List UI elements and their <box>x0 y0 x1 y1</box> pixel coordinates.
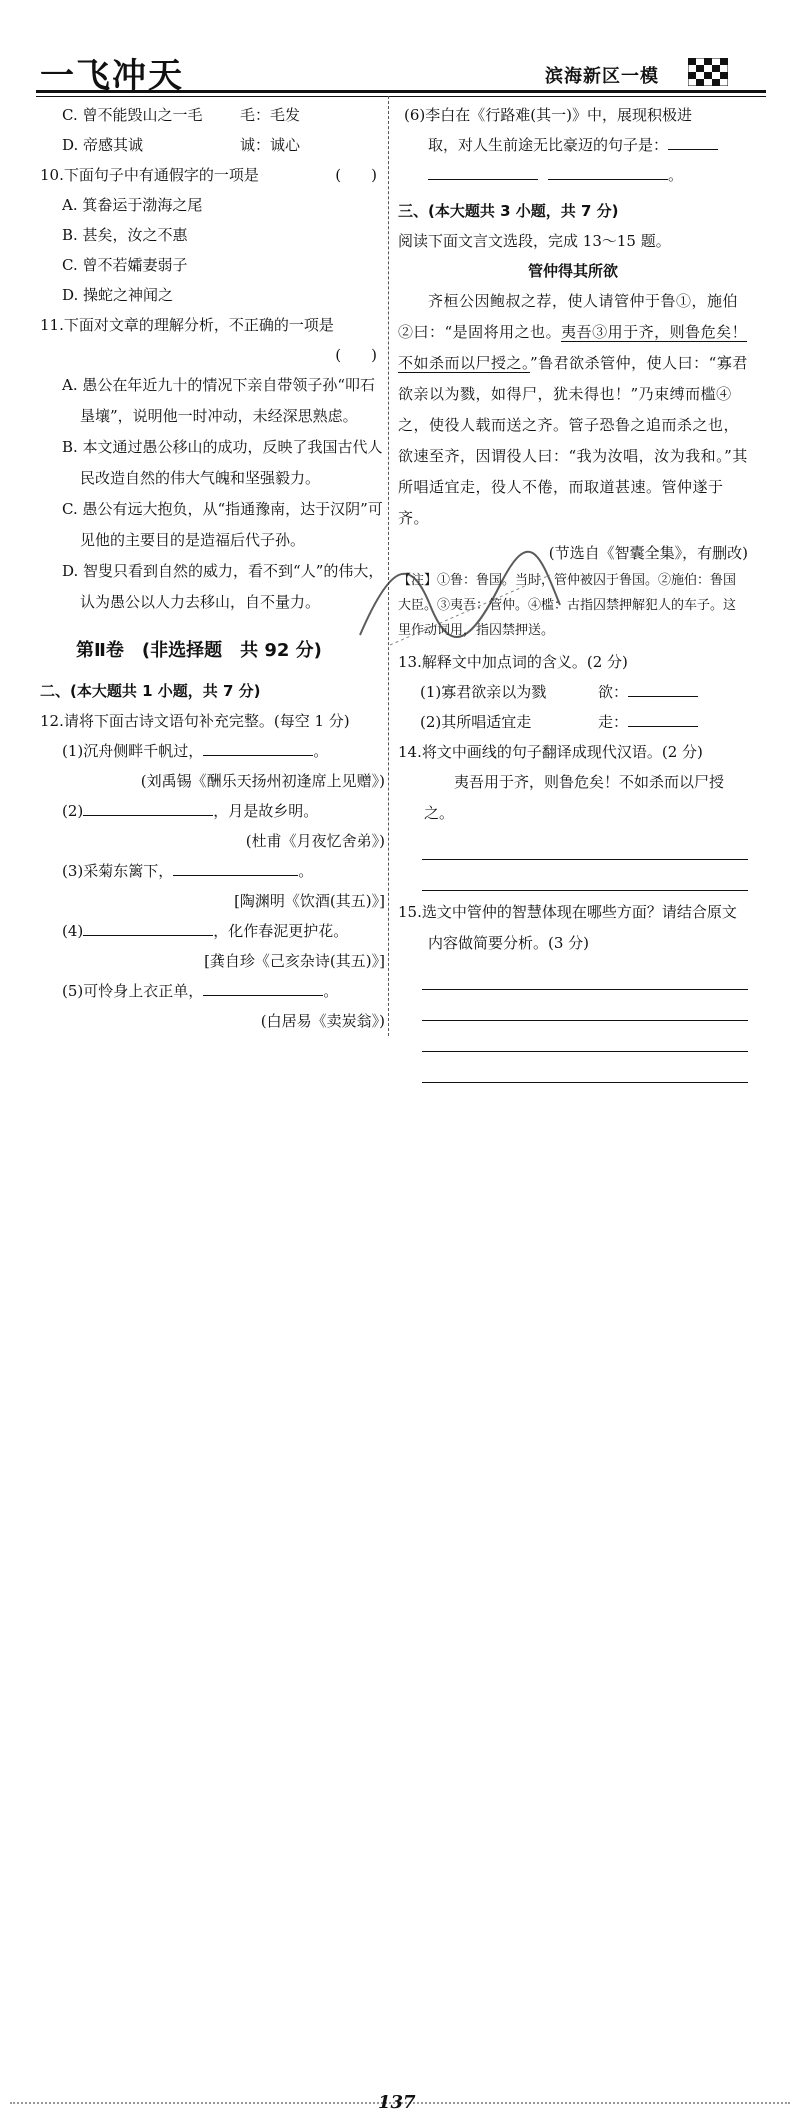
item-end: 。 <box>323 982 339 1000</box>
reading-intro: 阅读下面文言文选段，完成 13～15 题。 <box>398 232 671 250</box>
passage-text: ”鲁君欲杀管仲，使人曰：“寡君欲亲以为戮，如得尸，犹未得也！”乃束缚而槛④之，使役人载而送之齐。管子恐鲁之追而杀之也，欲速至齐，因谓役人曰：“我为汝唱，汝为我和。”其所唱适宜走，役人不倦，而取道甚速。管仲遂于齐。 <box>398 354 748 527</box>
q12-item-6-line2 <box>398 160 748 190</box>
option-text: C. 曾不能毁山之一毛 <box>62 106 203 124</box>
item-text: 取，对人生前途无比豪迈的句子是： <box>428 136 669 154</box>
footnote: 【注】①鲁：鲁国。当时，管仲被囚于鲁国。②施伯：鲁国大臣。③夷吾：管仲。④槛：古指囚禁押解犯人的车子。这里作动词用，指囚禁押送。 <box>398 573 737 638</box>
q12-item-5 <box>40 976 385 1006</box>
q10-option-a: A. 箕畚运于渤海之尾 <box>62 196 203 214</box>
q10-option-b: B. 甚矣，汝之不惠 <box>62 226 188 244</box>
q12-item-1 <box>40 736 385 766</box>
fill-blank[interactable] <box>628 712 698 727</box>
item-end: 。 <box>298 862 314 880</box>
item-text: (2)其所唱适宜走 <box>420 713 532 731</box>
q12-source-3: [陶渊明《饮酒(其五)》] <box>234 892 385 910</box>
q12-item-3 <box>40 856 385 886</box>
q11-option-c: C. 愚公有远大抱负，从“指通豫南，达于汉阴”可见他的主要目的是造福后代子孙。 <box>62 500 383 549</box>
fill-blank[interactable] <box>203 741 313 756</box>
q12-item-6-cont <box>398 130 748 160</box>
question-12: 12.请将下面古诗文语句补充完整。(每空 1 分) <box>40 712 350 730</box>
answer-line[interactable] <box>422 959 748 990</box>
left-column <box>40 100 385 1036</box>
q11-bracket-row <box>40 340 385 370</box>
gloss-text: 诚：诚心 <box>240 136 301 154</box>
section-3-heading: 三、(本大题共 3 小题，共 7 分) <box>398 202 619 220</box>
item-end: 。 <box>668 166 684 184</box>
fill-blank[interactable] <box>428 165 538 180</box>
header-rule <box>36 90 766 93</box>
question-14: 14.将文中画线的句子翻译成现代汉语。(2 分) <box>398 743 703 761</box>
answer-line[interactable] <box>422 990 748 1021</box>
q10-option-d: D. 操蛇之神闻之 <box>62 286 174 304</box>
q12-source-1: (刘禹锡《酬乐天扬州初逢席上见赠》) <box>140 772 385 790</box>
q12-source-2: (杜甫《月夜忆舍弟》) <box>245 832 385 850</box>
page-footer <box>0 1040 800 2113</box>
word-label: 走： <box>598 713 629 731</box>
fill-blank[interactable] <box>83 921 213 936</box>
passage-source: (节选自《智囊全集》，有删改) <box>548 544 748 562</box>
part-2-heading: 第Ⅱ卷 (非选择题 共 92 分) <box>76 640 322 661</box>
answer-line[interactable] <box>422 860 748 891</box>
q13-answer-1 <box>598 677 698 707</box>
item-end: ，月是故乡明。 <box>213 802 319 820</box>
page-header <box>0 0 800 100</box>
question-10 <box>40 160 385 190</box>
fill-blank[interactable] <box>83 801 213 816</box>
fill-blank[interactable] <box>668 135 718 150</box>
q9-option-c <box>40 100 385 130</box>
question-text: 10.下面句子中有通假字的一项是 <box>40 166 259 184</box>
item-end: 。 <box>313 742 329 760</box>
article-title: 管仲得其所欲 <box>527 262 618 280</box>
item-text: (1)沉舟侧畔千帆过， <box>62 742 204 760</box>
q11-option-a: A. 愚公在年近九十的情况下亲自带领子孙“叩石垦壤”，说明他一时冲动，未经深思熟虑。 <box>62 376 376 425</box>
item-text: (4) <box>62 922 84 940</box>
q9-option-d <box>40 130 385 160</box>
header-rule-thin <box>36 96 766 97</box>
q11-option-d: D. 智叟只看到自然的威力，看不到“人”的伟大，认为愚公以人力去移山，自不量力。 <box>62 562 384 611</box>
fill-blank[interactable] <box>548 165 668 180</box>
answer-bracket[interactable]: ( ) <box>335 346 377 364</box>
word-label: 欲： <box>598 683 629 701</box>
answer-line[interactable] <box>422 829 748 860</box>
q11-option-b: B. 本文通过愚公移山的成功，反映了我国古代人民改造自然的伟大气魄和坚强毅力。 <box>62 438 383 487</box>
q12-source-4: [龚自珍《己亥杂诗(其五)》] <box>204 952 385 970</box>
answer-bracket[interactable]: ( ) <box>335 166 377 184</box>
question-11: 11.下面对文章的理解分析，不正确的一项是 <box>40 316 334 334</box>
fill-blank[interactable] <box>173 861 298 876</box>
checkered-flag-icon <box>688 58 728 86</box>
underlined-sentence: 夷吾③用于齐，则鲁危矣！不如杀而以尸授之。 <box>398 323 748 372</box>
question-13: 13.解释文中加点词的含义。(2 分) <box>398 653 628 671</box>
fill-blank[interactable] <box>203 981 323 996</box>
q12-item-6: (6)李白在《行路难(其一)》中，展现积极进 <box>404 106 692 124</box>
q12-item-2 <box>40 796 385 826</box>
q12-item-4 <box>40 916 385 946</box>
section-2-heading: 二、(本大题共 1 小题，共 7 分) <box>40 682 261 700</box>
q14-sentence: 夷吾用于齐，则鲁危矣！不如杀而以尸授之。 <box>424 773 725 822</box>
item-text: (1)寡君欲亲以为戮 <box>420 683 547 701</box>
item-text: (2) <box>62 802 84 820</box>
brand-logo: 一飞冲天 <box>40 56 184 96</box>
item-end: ，化作春泥更护花。 <box>213 922 349 940</box>
fill-blank[interactable] <box>628 682 698 697</box>
exam-title: 滨海新区一模 <box>545 66 659 87</box>
page-number: 137 <box>378 2092 416 2113</box>
passage-text: 齐桓公因鲍叔之荐，使人请管仲于鲁①，施伯②曰：“是固将用之也。 <box>398 292 739 341</box>
q10-option-c: C. 曾不若孀妻弱子 <box>62 256 188 274</box>
classical-passage <box>398 286 748 534</box>
item-text: (5)可怜身上衣正单， <box>62 982 204 1000</box>
handwritten-scribble <box>350 545 570 655</box>
option-text: D. 帝感其诚 <box>62 136 144 154</box>
q12-source-5: (白居易《卖炭翁》) <box>260 1012 385 1030</box>
item-text: (3)采菊东篱下， <box>62 862 174 880</box>
q13-answer-2 <box>598 707 698 737</box>
q13-item-2 <box>398 707 748 737</box>
gloss-text: 毛：毛发 <box>240 106 301 124</box>
question-15: 15.选文中管仲的智慧体现在哪些方面？请结合原文内容做简要分析。(3 分) <box>398 903 737 952</box>
q13-item-1 <box>398 677 748 707</box>
